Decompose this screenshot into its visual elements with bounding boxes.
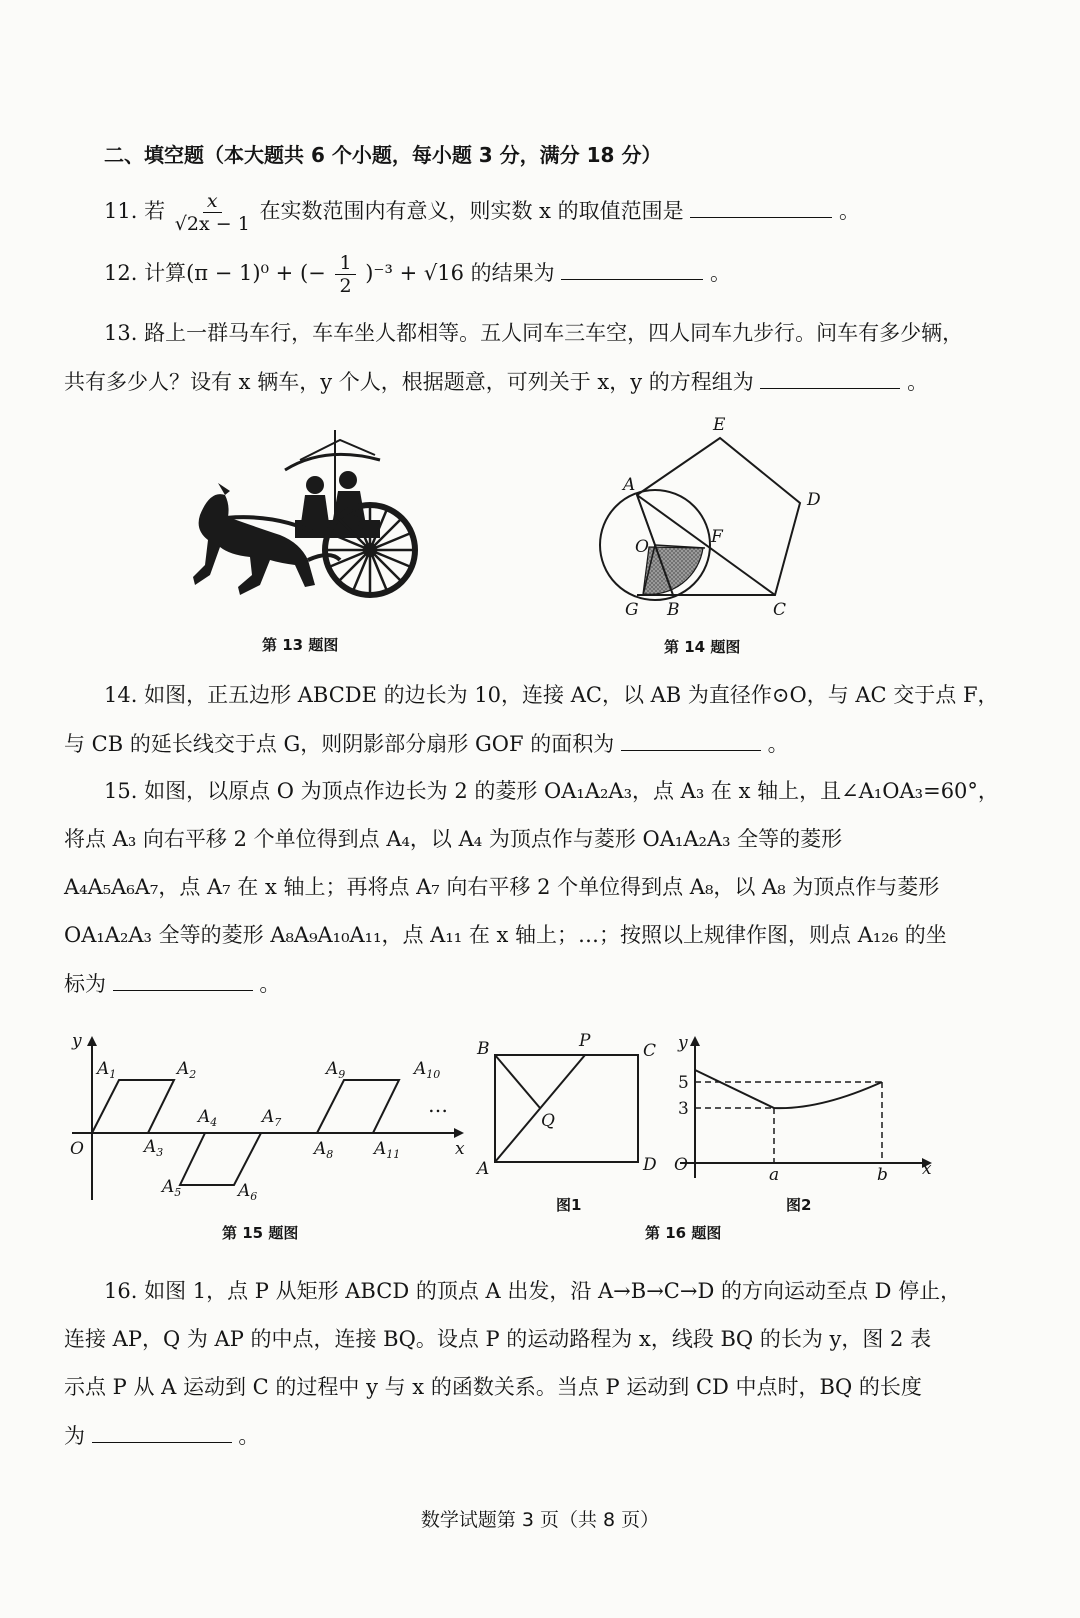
fig15-label-a2-sub: 2 — [189, 1068, 197, 1081]
fig15-label-a8: A — [314, 1139, 327, 1159]
fig14-caption: 第 14 题图 — [664, 638, 741, 656]
svg-text:A1 — [95, 1059, 116, 1081]
q15-line-5 — [64, 968, 280, 999]
q15-line-5-text: 标为 — [64, 972, 106, 996]
q11-post: 在实数范围内有意义，则实数 x 的取值范围是 — [259, 199, 684, 223]
fig15-label-a11-sub: 11 — [386, 1148, 401, 1161]
q12-frac-num: 1 — [335, 252, 355, 275]
fig16b-label-b: b — [877, 1165, 888, 1180]
fig15-label-a8-sub: 8 — [326, 1148, 334, 1161]
fig15-label-a10: A — [414, 1059, 427, 1079]
q15-line-1: 15. 如图，以原点 O 为顶点作边长为 2 的菱形 OA₁A₂A₃，点 A₃ 在 x 轴上，且∠A₁OA₃=60°， — [104, 779, 999, 803]
fig16b-label-x: x — [922, 1159, 932, 1179]
q15-line-4: OA₁A₂A₃ 全等的菱形 A₈A₉A₁₀A₁₁，点 A₁₁ 在 x 轴上；…；按照以上规律作图，则点 A₁₂₆ 的坐 — [64, 923, 947, 947]
q12-text-a: 计算(π − 1)⁰ + (− — [144, 261, 326, 285]
q16-answer-blank[interactable] — [92, 1420, 232, 1443]
q12-fraction — [335, 252, 355, 297]
fig13-caption: 第 13 题图 — [262, 636, 339, 654]
q16-end: 。 — [238, 1424, 260, 1448]
q13-line-1: 13. 路上一群马车行，车车坐人都相等。五人同车三车空，四人同车九步行。问车有多少辆， — [104, 321, 964, 345]
fig16b-label-a: a — [769, 1165, 780, 1180]
section-title: 二、填空题（本大题共 6 个小题，每小题 3 分，满分 18 分） — [104, 143, 662, 167]
fig16-label-c: C — [643, 1041, 657, 1061]
svg-text:A4 — [196, 1107, 217, 1129]
fig15-label-a7: A — [262, 1107, 275, 1127]
svg-text:A2 — [175, 1059, 196, 1081]
q11-frac-den: √2x − 1 — [174, 213, 250, 235]
q14-line-2-text: 与 CB 的延长线交于点 G，则阴影部分扇形 GOF 的面积为 — [64, 732, 615, 756]
svg-text:A9 — [324, 1059, 345, 1081]
svg-text:A6 — [236, 1181, 257, 1203]
q16-line-4-text: 为 — [64, 1424, 85, 1448]
fig15-label-a5: A — [162, 1177, 175, 1197]
fig16b-label-o: O — [674, 1155, 688, 1175]
rhombus-pattern-diagram — [62, 1030, 472, 1205]
fig15-label-a5-sub: 5 — [174, 1186, 182, 1199]
fig15-label-a4-sub: 4 — [210, 1116, 218, 1129]
q13-line-2 — [64, 366, 928, 397]
q12-end: 。 — [710, 261, 732, 285]
q15-answer-blank[interactable] — [113, 968, 253, 991]
fig14-label-c: C — [773, 600, 787, 620]
q12-number: 12. — [104, 261, 138, 285]
fig15-label-a10-sub: 10 — [426, 1068, 441, 1081]
q14-line-1: 14. 如图，正五边形 ABCDE 的边长为 10，连接 AC，以 AB 为直径作⊙O，与 AC 交于点 F， — [104, 683, 999, 707]
function-graph-diagram — [670, 1030, 940, 1180]
q11-number: 11. — [104, 199, 138, 223]
svg-text:A11 — [372, 1139, 400, 1161]
q16-line-3: 示点 P 从 A 运动到 C 的过程中 y 与 x 的函数关系。当点 P 运动到 CD 中点时，BQ 的长度 — [64, 1375, 922, 1399]
q15-line-3: A₄A₅A₆A₇，点 A₇ 在 x 轴上；再将点 A₇ 向右平移 2 个单位得到点 A₈，以 A₈ 为顶点作与菱形 — [64, 875, 940, 899]
horse-chariot-illustration — [190, 425, 440, 610]
fig15-label-a11: A — [374, 1139, 387, 1159]
fig16-caption: 第 16 题图 — [645, 1224, 722, 1242]
fig15-label-a3: A — [144, 1137, 157, 1157]
q12-frac-den: 2 — [339, 275, 352, 297]
q16-line-1: 16. 如图 1，点 P 从矩形 ABCD 的顶点 A 出发，沿 A→B→C→D 的方向运动至点 D 停止， — [104, 1279, 962, 1303]
fig15-label-a6-sub: 6 — [250, 1190, 258, 1203]
svg-text:A5 — [160, 1177, 181, 1199]
q11-pre: 若 — [144, 199, 166, 223]
pentagon-circle-diagram — [595, 410, 840, 625]
svg-text:A10 — [412, 1059, 440, 1081]
q13-answer-blank[interactable] — [760, 366, 900, 389]
q14-end: 。 — [767, 732, 789, 756]
fig15-label-y: y — [72, 1031, 82, 1051]
q14-answer-blank[interactable] — [621, 728, 761, 751]
fig14-label-o: O — [635, 537, 649, 557]
fig15-label-a1: A — [97, 1059, 110, 1079]
fig15-caption: 第 15 题图 — [222, 1224, 299, 1242]
q12-text-b: )⁻³ + √16 的结果为 — [365, 261, 555, 285]
fig14-label-d: D — [807, 490, 821, 510]
q12-answer-blank[interactable] — [561, 257, 703, 280]
fig14-label-a: A — [623, 475, 636, 495]
fig16-label-d: D — [643, 1155, 657, 1175]
fig16b-label-3: 3 — [678, 1099, 689, 1119]
q15-line-2: 将点 A₃ 向右平移 2 个单位得到点 A₄，以 A₄ 为顶点作与菱形 OA₁A₂A₃ 全等的菱形 — [64, 827, 843, 851]
fig1-caption: 图1 — [556, 1196, 582, 1214]
q15-end: 。 — [259, 972, 281, 996]
q11-fraction — [175, 190, 250, 235]
fig16-label-b: B — [477, 1039, 490, 1059]
question-11 — [104, 190, 860, 235]
fig15-label-a9-sub: 9 — [338, 1068, 346, 1081]
svg-text:A8 — [312, 1139, 333, 1161]
q16-line-2: 连接 AP，Q 为 AP 的中点，连接 BQ。设点 P 的运动路程为 x，线段 BQ 的长为 y，图 2 表 — [64, 1327, 932, 1351]
q14-line-2 — [64, 728, 789, 759]
page-footer: 数学试题第 3 页（共 8 页） — [420, 1509, 660, 1531]
q11-end: 。 — [839, 199, 861, 223]
fig16-label-a: A — [477, 1159, 490, 1178]
fig15-label-a6: A — [238, 1181, 251, 1201]
fig15-continuation-dots: … — [428, 1093, 448, 1117]
svg-text:A3 — [142, 1137, 163, 1159]
fig15-label-a4: A — [198, 1107, 211, 1127]
q11-answer-blank[interactable] — [690, 195, 832, 218]
fig15-label-x: x — [455, 1139, 465, 1159]
fig16-label-p: P — [579, 1031, 591, 1051]
q13-end: 。 — [907, 370, 929, 394]
fig16b-label-5: 5 — [678, 1073, 689, 1093]
fig15-label-a2: A — [177, 1059, 190, 1079]
fig14-label-f: F — [711, 527, 723, 547]
q11-frac-num: x — [203, 190, 222, 213]
fig16-label-q: Q — [541, 1111, 555, 1131]
fig15-label-a3-sub: 3 — [156, 1146, 164, 1159]
fig14-label-g: G — [625, 600, 639, 620]
fig14-label-b: B — [667, 600, 680, 620]
fig15-label-a9: A — [326, 1059, 339, 1079]
q16-line-4 — [64, 1420, 259, 1451]
fig16b-label-y: y — [678, 1033, 688, 1053]
question-12 — [104, 252, 731, 297]
fig15-label-a1-sub: 1 — [109, 1068, 117, 1081]
fig15-label-o: O — [70, 1139, 84, 1159]
q13-line-2-text: 共有多少人？设有 x 辆车，y 个人，根据题意，可列关于 x，y 的方程组为 — [64, 370, 754, 394]
fig15-label-a7-sub: 7 — [274, 1116, 282, 1129]
fig14-label-e: E — [713, 415, 726, 435]
rectangle-abcd-diagram — [475, 1028, 670, 1178]
fig2-caption: 图2 — [786, 1196, 812, 1214]
svg-text:A7 — [260, 1107, 281, 1129]
